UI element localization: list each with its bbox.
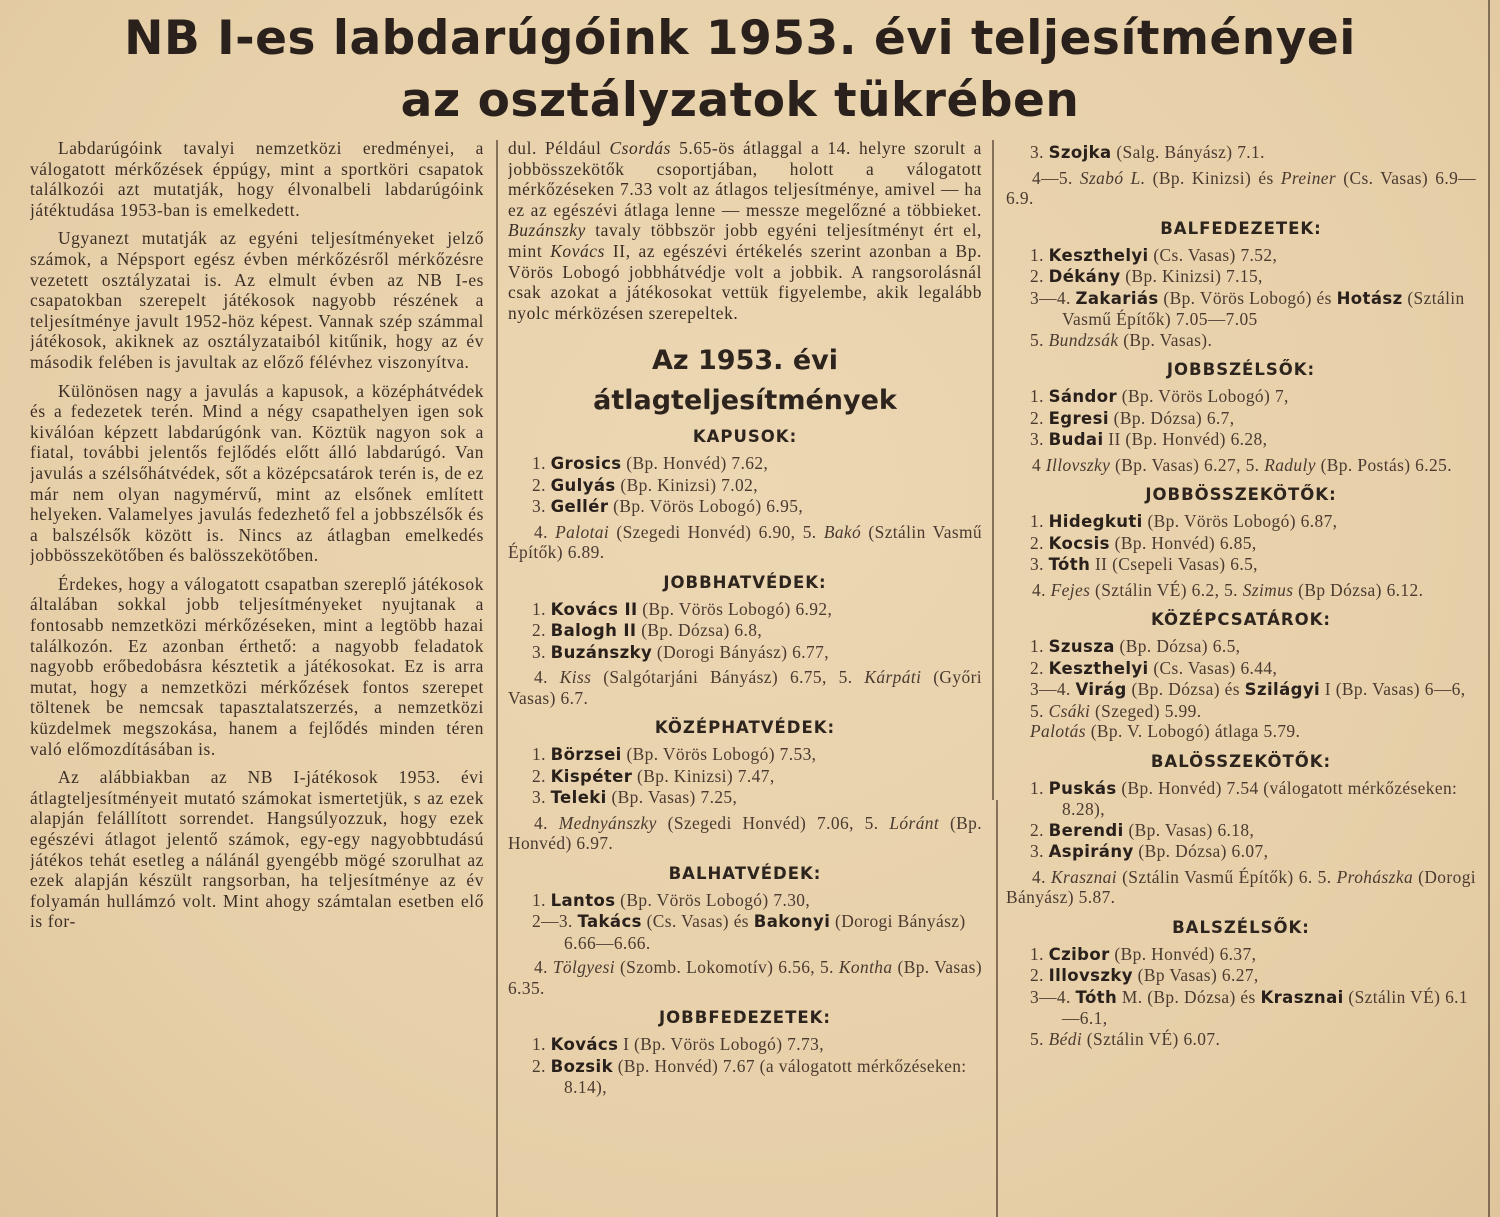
column-divider (996, 800, 998, 1217)
ranking-entry (1006, 701, 1476, 722)
ranking-entry (1006, 245, 1476, 267)
entry-text: 1. (532, 598, 551, 619)
ratings-section (508, 425, 982, 563)
entry-text: (Bp. Honvéd) 6.85, (1109, 532, 1257, 553)
entry-text: 3. (532, 641, 551, 662)
entry-text: (Bp. Vasas) 6.35. (508, 957, 982, 998)
player-name: Krasznai (1260, 987, 1344, 1007)
entry-text: (Szomb. Lokomotív) 6.56, 5. (614, 957, 839, 978)
entry-text: (Bp. Vasas). (1118, 329, 1213, 350)
section-heading: JOBBFEDEZETEK: (659, 1008, 831, 1028)
ratings-section (508, 1006, 982, 1098)
player-name: Palotai (555, 521, 610, 542)
player-name: Fejes (1050, 579, 1091, 600)
player-name: Csordás (609, 138, 672, 158)
ratings-column-3 (1006, 142, 1476, 1217)
entry-text: (Sztálin Vasmű Építők) 6. 5. (1117, 866, 1337, 887)
entry-text: (Bp. Honvéd) 6.97. (508, 812, 982, 854)
section-heading: KÖZÉPCSATÁROK: (1150, 610, 1332, 629)
player-name: Tóth (1048, 555, 1091, 574)
article-paragraph: Különösen nagy a javulás a kapusok, a középhátvédek és a fedezetek terén. Mind a négy csapathelyen igen sok kiválóan képzett labdarúgónk van. Köztük nagyon sok a fiatal, további jelentős fejlődés előtt álló labdarúgó. Van javulás a szélsőhátvédek, sőt a középcsatárok terén is, de ez már nem olyan nagymérvű, mint az elsőnek említett helyeken. Valamelyes javulás fedezhető fel a jobbszélsők és a balszélsők között is. Nincs az átlagban emelkedés jobbösszekötőben és balösszekötőben. (30, 380, 484, 566)
ranking-entry (508, 642, 982, 664)
entry-text: (Bp. Kinizsi) 7.15, (1120, 266, 1263, 286)
ranking-entry (508, 744, 982, 766)
entry-text: (Bp. V. Lobogó) átlaga 5.79. (1085, 721, 1301, 741)
text-run: 5.65-ös átlaggal a 14. helyre szorult a jobbösszekötők csoportjában, holott a válogatott mérkőzéseken 7.33 volt az átlagos teljesítménye, amivel — ha ez az egészévi átlaga lenne — messze megelőzné a többieket. (508, 138, 982, 220)
entry-text: (Bp. Honvéd) 7.62, (621, 453, 769, 474)
entry-text: 2. (532, 474, 551, 495)
player-name: Illovszky (1048, 966, 1133, 985)
ranking-entry (1006, 778, 1476, 820)
player-name: Keszthelyi (1048, 658, 1149, 678)
entry-text: (Cs. Vasas) 6.44, (1148, 657, 1278, 678)
ratings-section (1006, 217, 1476, 351)
player-name: Börzsei (550, 745, 622, 765)
entry-text: (Bp. Honvéd) 7.67 (a válogatott mérkőzéseken: 8.14), (564, 1055, 967, 1098)
headline-line-1: NB I-es labdarúgóink 1953. évi teljesítményei (124, 11, 1356, 66)
entry-text: 1. (1030, 511, 1049, 531)
text-run: II, az egészévi értékelés szerint azonban a Bp. Vörös Lobogó jobbhátvédje volt a jobbik. A rangsorolásnál csak azokat a játékosokat vettük figyelembe, akik legalább nyolc mérközésen szerepeltek. (508, 240, 982, 323)
entry-text: (Cs. Vasas) 6.9—6.9. (1006, 167, 1476, 208)
entry-text: (Szeged) 5.99. (1090, 700, 1202, 721)
ranking-entry (508, 599, 982, 621)
entry-text: M. (Bp. Dózsa) és (1117, 986, 1261, 1007)
entry-text: 5. (1030, 1028, 1049, 1049)
section-heading: KÖZÉPHATVÉDEK: (654, 718, 836, 738)
player-name: Sándor (1048, 387, 1118, 406)
entry-text: (Szegedi Honvéd) 7.06, 5. (656, 812, 890, 833)
ranking-entry (1006, 820, 1476, 842)
ranking-entry (1006, 429, 1476, 451)
player-name: Lóránt (889, 812, 940, 833)
entry-text: (Bp. Kinizsi) 7.02, (615, 474, 758, 495)
player-name: Gulyás (550, 475, 616, 495)
ranking-entry (508, 813, 982, 854)
ranking-entry (1006, 266, 1476, 288)
player-name: Kovács (550, 240, 605, 261)
player-name: Bakó (823, 521, 862, 542)
ranking-entry (508, 620, 982, 642)
entry-text: (Bp. Dózsa) 6.07, (1133, 841, 1269, 861)
entry-text: 2. (1030, 532, 1049, 553)
entry-text: II (Csepeli Vasas) 6.5, (1090, 554, 1258, 574)
ratings-section (508, 571, 982, 709)
entry-text: 3—4. (1030, 287, 1076, 308)
entry-text: (Salg. Bányász) 7.1. (1111, 142, 1265, 162)
section-heading: JOBBSZÉLSŐK: (1166, 360, 1316, 379)
ranking-entry (1006, 554, 1476, 576)
player-name: Hotász (1336, 288, 1403, 308)
article-paragraph: Labdarúgóink tavalyi nemzetközi eredményei, a válogatott mérkőzések éppúgy, mint a sportköri csapatok találkozói azt mutatják, hogy élvonalbeli labdarúgóink játéktudása 1953-ban is emelkedett. (30, 138, 484, 220)
entry-text: 2. (532, 765, 551, 786)
player-name: Palotás (1030, 721, 1086, 741)
entry-text: 2. (532, 620, 551, 641)
player-name: Szojka (1048, 143, 1112, 162)
entry-text: (Bp Dózsa) 6.12. (1293, 579, 1424, 600)
player-name: Bédi (1048, 1028, 1083, 1049)
column-divider (496, 140, 498, 1217)
entry-text: 3—4. (1030, 986, 1076, 1007)
ratings-title-line-1: Az 1953. évi (652, 345, 838, 377)
ratings-section (1006, 916, 1476, 1050)
entry-text: 2. (1030, 407, 1049, 428)
player-name: Hidegkuti (1048, 512, 1143, 531)
entry-text: (Bp. Honvéd) 6.37, (1109, 943, 1257, 964)
entry-text: 1. (532, 889, 551, 910)
ratings-title-line-2: átlagteljesítmények (593, 385, 897, 417)
ranking-entry (1006, 965, 1476, 987)
entry-text: (Bp. Vörös Lobogó) 7, (1117, 386, 1289, 406)
entry-text: 4. (534, 667, 560, 688)
entry-text: 1. (532, 453, 551, 474)
player-name: Bakonyi (753, 912, 831, 932)
ranking-entry (508, 911, 982, 953)
player-name: Tölgyesi (552, 957, 615, 978)
ratings-section (1006, 142, 1476, 209)
ranking-entry (508, 1056, 982, 1098)
ranking-entry (508, 475, 982, 497)
player-name: Budai (1048, 430, 1104, 449)
ranking-entry (1006, 168, 1476, 209)
ranking-entry (1006, 330, 1476, 351)
player-name: Szimus (1242, 579, 1294, 600)
entry-text: 2. (1030, 266, 1049, 286)
ranking-entry (1006, 533, 1476, 555)
entry-text: 1. (1030, 386, 1049, 406)
ranking-entry (508, 496, 982, 518)
ranking-entry (508, 787, 982, 809)
entry-text: 1. (1030, 244, 1049, 265)
entry-text: (Sztálin Vasmű Építők) 6.89. (508, 521, 982, 563)
player-name: Virág (1075, 680, 1127, 699)
ratings-section (1006, 358, 1476, 475)
player-name: Kocsis (1048, 533, 1110, 553)
entry-text: 2. (1030, 819, 1049, 840)
entry-text: (Bp. Honvéd) 7.54 (válogatott mérkőzéseken: 8.28), (1062, 777, 1458, 819)
ratings-section (1006, 483, 1476, 600)
player-name: Berendi (1048, 820, 1124, 840)
player-name: Mednyánszky (558, 812, 657, 833)
player-name: Raduly (1264, 454, 1316, 475)
player-name: Dékány (1048, 267, 1121, 286)
player-name: Balogh II (550, 621, 637, 641)
player-name: Bundzsák (1048, 329, 1119, 350)
entry-text: (Bp. Vörös Lobogó) 6.95, (608, 496, 804, 517)
player-name: Illovszky (1045, 454, 1111, 475)
entry-text: (Sztálin VÉ) 6.1—6.1, (1062, 986, 1469, 1028)
player-name: Keszthelyi (1048, 245, 1149, 265)
player-name: Szilágyi (1244, 680, 1321, 699)
entry-text: (Bp. Vörös Lobogó) 6.87, (1142, 511, 1338, 531)
entry-text: 1. (1030, 943, 1049, 964)
entry-text: 2—3. (532, 911, 578, 932)
article-continuation (508, 138, 982, 323)
ranking-entry (508, 453, 982, 475)
entry-text: (Bp. Dózsa) és (1126, 679, 1245, 699)
article-column-1 (30, 138, 484, 1217)
ranking-entry (1006, 658, 1476, 680)
entry-text: 3. (1030, 142, 1049, 162)
entry-text: (Szegedi Honvéd) 6.90, 5. (609, 521, 824, 542)
entry-text: 4. (534, 812, 559, 833)
text-run: tavaly többször jobb egyéni teljesítményt ért el, mint (508, 220, 982, 261)
ratings-title (508, 341, 982, 421)
player-name: Gellér (550, 497, 609, 517)
ratings-section (508, 716, 982, 854)
ranking-entry (1006, 386, 1476, 408)
player-name: Csáki (1048, 700, 1091, 721)
ranking-entry (1006, 1029, 1476, 1050)
entry-text: 1. (532, 744, 551, 765)
ranking-entry (1006, 867, 1476, 908)
entry-text: (Bp. Vörös Lobogó) 7.53, (621, 744, 817, 765)
player-name: Zakariás (1075, 288, 1159, 308)
player-name: Kontha (838, 957, 893, 978)
entry-text: (Sztálin VÉ) 6.07. (1082, 1028, 1221, 1049)
ranking-entry (1006, 721, 1476, 742)
ranking-entry (1006, 511, 1476, 533)
entry-text: 4. (1032, 866, 1051, 887)
player-name: Kovács II (550, 599, 638, 619)
ranking-entry (508, 522, 982, 563)
entry-text: 4 (1032, 454, 1046, 475)
page-edge-rule (1488, 0, 1490, 1217)
ranking-entry (1006, 580, 1476, 601)
section-heading: KAPUSOK: (692, 427, 798, 447)
player-name: Prohászka (1336, 866, 1414, 887)
ranking-entry (508, 766, 982, 788)
article-paragraph: Ugyanezt mutatják az egyéni teljesítményeket jelző számok, a Népsport egész évben mérkőzésről mérkőzésre vezetett osztályzatai is. Az elmult évben az NB I-es csapatokban szerepelt játékosok nagyobb részének a teljesítménye javult 1952-höz képest. Vannak szép számmal játékosok, akiknek az osztályzataiból kitűnik, hogy az év második felében is javultak az előző félévhez viszonyítva. (30, 228, 484, 372)
entry-text: (Bp. Postás) 6.25. (1315, 454, 1452, 475)
ranking-entry (1006, 288, 1476, 330)
ranking-entry (1006, 408, 1476, 430)
entry-text: 3. (532, 496, 551, 517)
entry-text: 4—5. (1032, 167, 1080, 188)
entry-text: (Bp. Kinizsi) és (1145, 167, 1281, 188)
entry-text: (Dorogi Bányász) 6.66—6.66. (564, 911, 966, 953)
section-heading: BALSZÉLSŐK: (1172, 917, 1310, 937)
player-name: Lantos (550, 890, 616, 910)
entry-text: 1. (1030, 636, 1049, 656)
ratings-section (1006, 750, 1476, 908)
player-name: Kárpáti (864, 667, 922, 688)
section-heading: BALHATVÉDEK: (668, 863, 822, 883)
player-name: Szabó L. (1079, 167, 1146, 188)
entry-text: (Bp Vasas) 6.27, (1132, 965, 1259, 985)
ratings-section (508, 862, 982, 999)
entry-text: 4. (1032, 579, 1051, 600)
entry-text: 5. (1030, 329, 1049, 350)
entry-text: 3. (532, 787, 551, 808)
text-run: dul. Például (508, 138, 610, 158)
player-name: Takács (577, 912, 642, 932)
entry-text: 2. (532, 1055, 551, 1076)
section-heading: BALFEDEZETEK: (1160, 218, 1322, 238)
column-divider (992, 140, 994, 800)
entry-text: (Bp. Vasas) 7.25, (606, 787, 738, 808)
player-name: Grosics (550, 454, 622, 474)
section-heading: BALÖSSZEKÖTŐK: (1150, 751, 1332, 771)
article-column-2 (508, 138, 982, 1217)
entry-text: 5. (1030, 700, 1049, 721)
player-name: Teleki (550, 788, 607, 808)
section-heading: JOBBÖSSZEKÖTŐK: (1145, 485, 1337, 504)
entry-text: (Sztálin Vasmű Építők) 7.05—7.05 (1062, 287, 1465, 329)
player-name: Buzánszky (550, 642, 653, 662)
article-paragraph: Érdekes, hogy a válogatott csapatban szereplő játékosok általában sokkal jobb teljesítményeket nyujtanak a fontosabb nemzetközi mérkőzéseken, mint a legtöbb hazai találkozón. Ez azonban érthető: a nagyobb feladatok nagyobb erőbedobásra késztetik a játékosokat. Ez is arra mutat, hogy a nemzetközi mérkőzések fontos szerepet töltenek be nemcsak tapasztalatszerzés, a nemzetközi küzdelmek megszokása, hanem a fejlődés minden téren való előmozdításában is. (30, 573, 484, 759)
entry-text: 3. (1030, 554, 1049, 574)
player-name: Aspirány (1048, 842, 1134, 861)
entry-text: (Cs. Vasas) és (641, 911, 754, 932)
entry-text: (Bp. Vörös Lobogó) és (1158, 287, 1337, 308)
player-name: Egresi (1048, 408, 1109, 428)
ranking-entry (1006, 636, 1476, 658)
player-name: Preiner (1280, 167, 1337, 188)
ranking-entry (1006, 142, 1476, 164)
entry-text: (Dorogi Bányász) 5.87. (1006, 866, 1476, 907)
entry-text: (Bp. Dózsa) 6.8, (636, 620, 763, 641)
ranking-entry (508, 667, 982, 708)
entry-text: II (Bp. Honvéd) 6.28, (1103, 429, 1268, 449)
ranking-entry (508, 957, 982, 998)
entry-text: (Bp. Kinizsi) 7.47, (632, 765, 775, 786)
entry-text: (Salgótarjáni Bányász) 6.75, 5. (591, 667, 865, 688)
entry-text: (Bp. Vörös Lobogó) 6.92, (637, 598, 833, 619)
player-name: Kispéter (550, 766, 633, 786)
ranking-entry (1006, 944, 1476, 966)
player-name: Bozsik (550, 1056, 613, 1076)
player-name: Tóth (1075, 987, 1118, 1007)
entry-text: (Bp. Vörös Lobogó) 7.30, (615, 889, 811, 910)
entry-text: (Bp. Dózsa) 6.7, (1108, 407, 1235, 428)
entry-text: 3. (1030, 429, 1049, 449)
entry-text: 4. (534, 521, 556, 542)
entry-text: (Dorogi Bányász) 6.77, (652, 641, 829, 662)
player-name: Krasznai (1050, 866, 1117, 887)
headline (0, 8, 1480, 132)
entry-text: I (Bp. Vasas) 6—6, (1320, 679, 1466, 699)
entry-text: 2. (1030, 657, 1049, 678)
entry-text: 1. (1030, 777, 1049, 798)
ranking-entry (1006, 987, 1476, 1029)
player-name: Kiss (559, 667, 592, 688)
ranking-entry (1006, 455, 1476, 476)
ranking-entry (1006, 841, 1476, 863)
entry-text: I (Bp. Vörös Lobogó) 7.73, (618, 1034, 824, 1055)
player-name: Czibor (1048, 944, 1110, 964)
player-name: Puskás (1048, 778, 1117, 798)
article-paragraph: Az alábbiakban az NB I-játékosok 1953. évi átlagteljesítményeit mutató számokat ismertetjük, s az ezek alapján felállított sorrendet. Hangsúlyozzuk, hogy ezek egészévi átlagot jelentő számok, egy-egy nagyobbtudású játékos tehát esetleg a nálánál gyengébb mögé szorulhat az ezek alapján készült rangsorban, ha teljesítménye az év folyamán hullámzó volt. Mint ahogy számtalan esetben elő is for- (30, 767, 484, 932)
player-name: Szusza (1048, 637, 1115, 656)
entry-text: (Győri Vasas) 6.7. (508, 667, 982, 708)
entry-text: (Bp. Vasas) 6.27, 5. (1110, 454, 1265, 475)
entry-text: 3. (1030, 841, 1049, 861)
entry-text: (Cs. Vasas) 7.52, (1148, 244, 1278, 265)
section-heading: JOBBHATVÉDEK: (663, 572, 827, 592)
entry-text: 2. (1030, 965, 1049, 985)
entry-text: 1. (532, 1034, 551, 1055)
ratings-section (1006, 608, 1476, 742)
player-name: Buzánszky (508, 220, 586, 241)
ranking-entry (508, 890, 982, 912)
ranking-entry (1006, 679, 1476, 701)
entry-text: (Bp. Dózsa) 6.5, (1114, 636, 1241, 656)
entry-text: 3—4. (1030, 679, 1076, 699)
entry-text: (Bp. Vasas) 6.18, (1123, 819, 1255, 840)
headline-line-2: az osztályzatok tükrében (400, 73, 1080, 128)
player-name: Kovács (550, 1035, 619, 1055)
entry-text: (Sztálin VÉ) 6.2, 5. (1090, 579, 1243, 600)
entry-text: 4. (534, 957, 553, 978)
ranking-entry (508, 1034, 982, 1056)
